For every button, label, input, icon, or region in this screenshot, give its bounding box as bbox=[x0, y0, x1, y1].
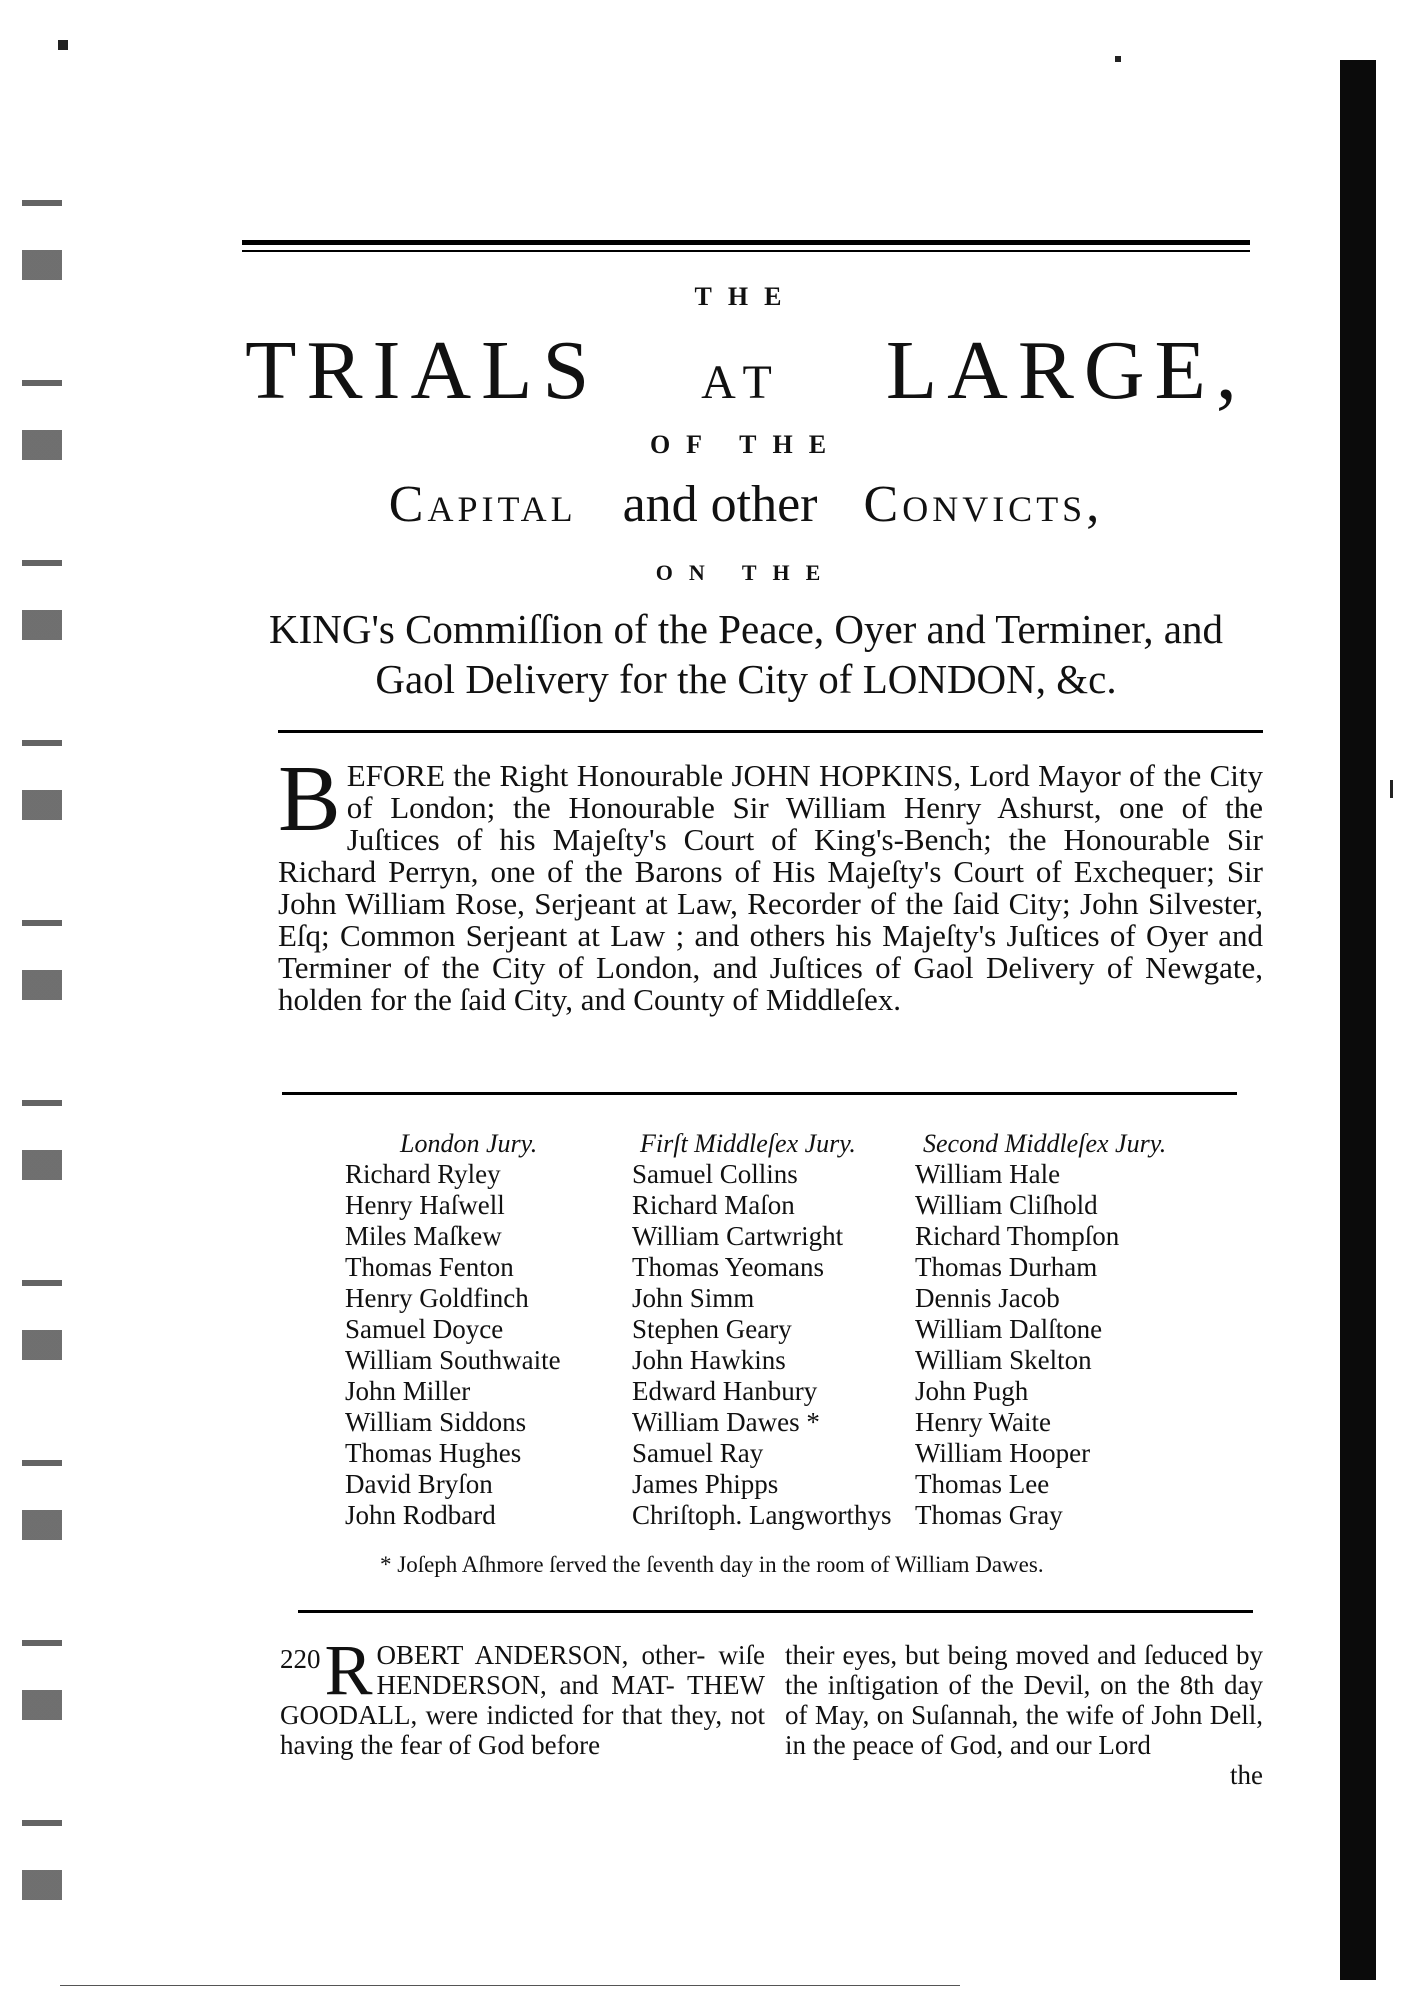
subtitle-convicts: Convicts, bbox=[863, 476, 1104, 533]
juror-name: William Cartwright bbox=[632, 1221, 844, 1251]
scan-border-left bbox=[22, 160, 62, 1940]
juror-name: John Miller bbox=[345, 1376, 471, 1406]
catchword: the bbox=[1230, 1760, 1263, 1790]
subtitle-capital: Capital bbox=[388, 476, 577, 533]
scan-border-right bbox=[1340, 60, 1376, 1980]
juror-name: Samuel Ray bbox=[632, 1438, 764, 1468]
of-the-label: OF THE bbox=[649, 430, 843, 459]
juror-name: Chriſtoph. Langworthys bbox=[632, 1500, 892, 1530]
first-middlesex-jury bbox=[632, 1128, 891, 1531]
main-title bbox=[242, 322, 1250, 419]
rule-before-case bbox=[298, 1610, 1253, 1613]
main-title-large: LARGE, bbox=[885, 324, 1247, 417]
footnote: * Joſeph Aſhmore ſerved the ſeventh day in the room of William Dawes. bbox=[380, 1552, 1044, 1577]
title-rule-bottom bbox=[242, 250, 1250, 252]
juror-name: Thomas Yeomans bbox=[632, 1252, 825, 1282]
juror-name: Henry Waite bbox=[915, 1407, 1052, 1437]
intro-text: EFORE the Right Honourable JOHN HOPKINS, Lord Mayor of the City of London; the Honourable Sir William Henry Ashurst, one of the Juſtices of his Majeſty's Court of King's-Bench; the Honourable Sir Richard Perryn, one of the Barons of His Majeſty's Court of Exchequer; Sir John William Rose, Serjeant at Law, Recorder of the ſaid City; John Silvester, Eſq; Common Serjeant at Law ; and others his Majeſty's Juſtices of Oyer and Terminer of the City of London, and Juſtices of Gaol Delivery of Newgate, holden for the ſaid City, and County of Middleſex. bbox=[278, 758, 1263, 1017]
juror-name: Thomas Fenton bbox=[345, 1252, 514, 1282]
intro-dropcap: B bbox=[278, 747, 341, 851]
scan-bottom-edge bbox=[60, 1985, 960, 1986]
juror-name: Thomas Lee bbox=[915, 1469, 1050, 1499]
juror-name: James Phipps bbox=[632, 1469, 779, 1499]
case-dropcap: R bbox=[324, 1630, 373, 1710]
scan-speck bbox=[1115, 56, 1121, 62]
juror-name: Richard Ryley bbox=[345, 1159, 501, 1189]
juror-name: Henry Goldfinch bbox=[345, 1283, 529, 1313]
the-label: THE bbox=[694, 282, 798, 311]
juror-name: John Pugh bbox=[915, 1376, 1029, 1406]
juror-name: David Bryſon bbox=[345, 1469, 493, 1499]
case-right-text: their eyes, but being moved and ſeduced by the inſtigation of the Devil, on the 8th day of May, on Suſannah, the wife of John Dell, in the peace of God, and our Lord bbox=[785, 1640, 1263, 1760]
juror-name: John Simm bbox=[632, 1283, 755, 1313]
subtitle bbox=[242, 475, 1250, 534]
london-jury bbox=[345, 1128, 561, 1531]
juror-name: John Hawkins bbox=[632, 1345, 786, 1375]
juror-name: William Dawes * bbox=[632, 1407, 820, 1437]
juror-name: William Skelton bbox=[915, 1345, 1092, 1375]
case-right-column bbox=[785, 1640, 1263, 1790]
juror-name: Edward Hanbury bbox=[632, 1376, 818, 1406]
scan-speck bbox=[58, 40, 68, 50]
commission-line-2: Gaol Delivery for the City of LONDON, &c. bbox=[375, 656, 1117, 702]
juror-name: Miles Maſkew bbox=[345, 1221, 502, 1251]
commission-line-1: KING's Commiſſion of the Peace, Oyer and Terminer, and bbox=[269, 606, 1223, 652]
juror-name: William Hooper bbox=[915, 1438, 1091, 1468]
first-middlesex-jury-heading: Firſt Middleſex Jury. bbox=[640, 1129, 856, 1158]
london-jury-heading: London Jury. bbox=[400, 1129, 538, 1158]
case-number: 220 bbox=[280, 1644, 321, 1674]
juror-name: Dennis Jacob bbox=[915, 1283, 1060, 1313]
second-middlesex-jury-heading: Second Middleſex Jury. bbox=[923, 1129, 1167, 1158]
juror-name: William Cliſhold bbox=[915, 1190, 1098, 1220]
on-the-label: ON THE bbox=[655, 560, 837, 585]
juror-name: Samuel Doyce bbox=[345, 1314, 504, 1344]
juror-name: William Siddons bbox=[345, 1407, 527, 1437]
juror-name: William Southwaite bbox=[345, 1345, 561, 1375]
scan-speck bbox=[1390, 780, 1393, 798]
juror-name: Thomas Hughes bbox=[345, 1438, 522, 1468]
main-title-trials: TRIALS bbox=[245, 324, 600, 417]
juror-name: William Hale bbox=[915, 1159, 1061, 1189]
juror-name: Richard Maſon bbox=[632, 1190, 795, 1220]
second-middlesex-jury bbox=[915, 1128, 1166, 1531]
intro-paragraph bbox=[278, 747, 1263, 1017]
juror-name: Thomas Durham bbox=[915, 1252, 1098, 1282]
rule-after-intro bbox=[282, 1092, 1237, 1095]
juror-name: Thomas Gray bbox=[915, 1500, 1063, 1530]
main-title-at: AT bbox=[701, 356, 784, 409]
subtitle-and-other: and other bbox=[622, 476, 818, 533]
juror-name: Samuel Collins bbox=[632, 1159, 798, 1189]
juror-name: Stephen Geary bbox=[632, 1314, 792, 1344]
juror-name: Richard Thompſon bbox=[915, 1221, 1120, 1251]
rule-after-title bbox=[278, 730, 1263, 733]
juror-name: John Rodbard bbox=[345, 1500, 496, 1530]
title-rule-top bbox=[242, 240, 1250, 245]
case-left-text: OBERT ANDERSON, other- wiſe HENDERSON, and MAT- THEW GOODALL, were indicted for that they, not having the fear of God before bbox=[280, 1640, 765, 1760]
juror-name: William Dalſtone bbox=[915, 1314, 1103, 1344]
case-left-column bbox=[280, 1630, 765, 1760]
juror-name: Henry Haſwell bbox=[345, 1190, 505, 1220]
